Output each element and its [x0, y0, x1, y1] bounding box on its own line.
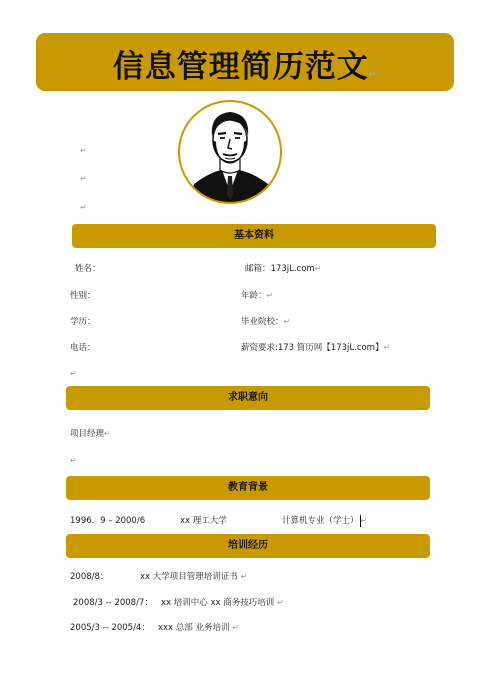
section-header-training: 培训经历: [66, 534, 430, 558]
section-header-education: 教育背景: [66, 476, 430, 500]
section-header-job-intention: 求职意向: [66, 386, 430, 410]
salary-label: 薪资要求:173 简历网【173jL.com】↵: [241, 343, 391, 353]
paragraph-mark: ↵: [368, 70, 378, 80]
paragraph-mark: ↵: [80, 203, 87, 212]
document-title: 信息管理简历范文↵: [112, 49, 378, 85]
phone-label: 电话：: [70, 343, 96, 353]
training-content: xxx 总部 业务培训 ↵: [158, 623, 239, 633]
training-date: 2008/3 -- 2008/7：: [73, 598, 153, 608]
education-label: 学历：: [70, 317, 96, 327]
training-date: 2005/3 -- 2005/4：: [70, 623, 150, 633]
training-content: xx 培训中心 xx 商务技巧培训 ↵: [161, 598, 284, 608]
education-period: 1996．9 – 2000/6: [70, 516, 146, 526]
name-label: 姓名：: [75, 264, 101, 274]
paragraph-mark: ↵: [80, 146, 87, 155]
job-position: 项目经理↵: [70, 429, 111, 439]
email-label: 邮箱：173jL.com↵: [245, 264, 322, 274]
training-content: xx 大学项目管理培训证书 ↵: [140, 572, 248, 582]
age-label: 年龄：↵: [241, 291, 274, 301]
paragraph-mark: ↵: [80, 174, 87, 183]
portrait-photo: [178, 100, 282, 204]
gender-label: 性别：: [70, 291, 96, 301]
education-major: 计算机专业（学士） ↵: [282, 516, 368, 526]
paragraph-mark: ↵: [70, 369, 77, 378]
school-label: 毕业院校：↵: [241, 317, 291, 327]
training-date: 2008/8：: [70, 572, 109, 582]
paragraph-mark: ↵: [70, 456, 77, 465]
portrait-icon: [180, 102, 280, 202]
section-header-basic-info: 基本资料: [72, 224, 436, 248]
education-school: xx 理工大学: [180, 516, 227, 526]
